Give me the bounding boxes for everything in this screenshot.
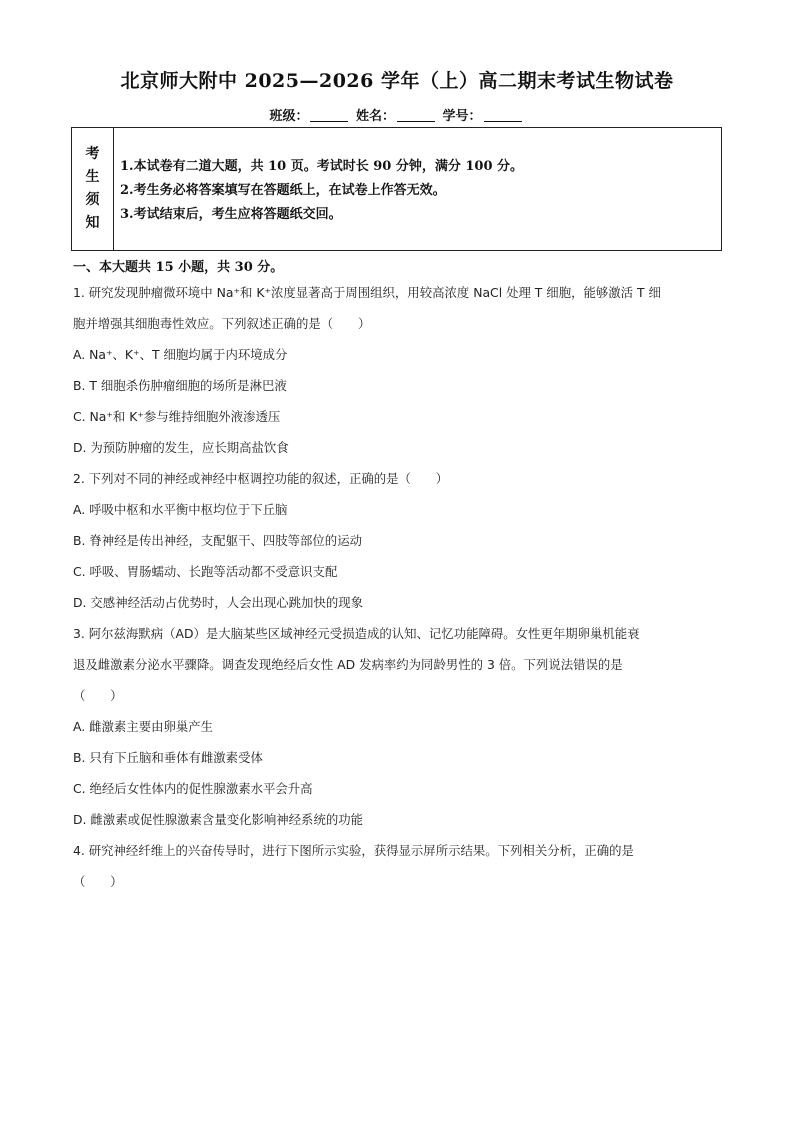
class-label: 班级：: [269, 109, 309, 124]
exam-notice-box: [71, 127, 722, 251]
question-3-option-b: B. 只有下丘脑和垂体有雌激素受体: [73, 750, 263, 765]
id-label: 学号：: [442, 109, 482, 124]
notice-body: [114, 128, 721, 250]
notice-label-char: 须: [85, 192, 100, 208]
question-2-option-b: B. 脊神经是传出神经，支配躯干、四肢等部位的运动: [73, 533, 362, 548]
notice-label: [72, 128, 114, 250]
question-1-option-a: A. Na⁺、K⁺、T 细胞均属于内环境成分: [73, 347, 288, 362]
id-blank[interactable]: [484, 109, 522, 122]
notice-label-char: 考: [85, 146, 100, 162]
question-1-stem: 胞并增强其细胞毒性效应。下列叙述正确的是（ ）: [73, 316, 371, 331]
questions: [73, 280, 723, 900]
question-1-option-d: D. 为预防肿瘤的发生，应长期高盐饮食: [73, 440, 289, 455]
question-3-option-c: C. 绝经后女性体内的促性腺激素水平会升高: [73, 781, 313, 796]
question-3-stem: 退及雌激素分泌水平骤降。调查发现绝经后女性 AD 发病率约为同龄男性的 3 倍。下列说法错误的是: [73, 657, 623, 672]
exam-title: 北京师大附中 2025—2026 学年（上）高二期末考试生物试卷: [120, 70, 674, 92]
question-1-stem: 1. 研究发现肿瘤微环境中 Na⁺和 K⁺浓度显著高于周围组织，用较高浓度 NaCl 处理 T 细胞，能够激活 T 细: [73, 285, 661, 300]
question-1-option-b: B. T 细胞杀伤肿瘤细胞的场所是淋巴液: [73, 378, 287, 393]
question-2-option-c: C. 呼吸、胃肠蠕动、长跑等活动都不受意识支配: [73, 564, 338, 579]
question-2-option-a: A. 呼吸中枢和水平衡中枢均位于下丘脑: [73, 502, 288, 517]
question-4-stem: （ ）: [73, 874, 123, 889]
question-3-option-a: A. 雌激素主要由卵巢产生: [73, 719, 214, 734]
notice-item: 1.本试卷有二道大题，共 10 页。考试时长 90 分钟，满分 100 分。: [120, 159, 524, 174]
student-info-line: [0, 105, 794, 124]
name-blank[interactable]: [397, 109, 435, 122]
question-4-stem: 4. 研究神经纤维上的兴奋传导时，进行下图所示实验，获得显示屏所示结果。下列相关分析，正确的是: [73, 843, 634, 858]
question-2-option-d: D. 交感神经活动占优势时，人会出现心跳加快的现象: [73, 595, 364, 610]
question-2-stem: 2. 下列对不同的神经或神经中枢调控功能的叙述，正确的是（ ）: [73, 471, 449, 486]
question-1-option-c: C. Na⁺和 K⁺参与维持细胞外液渗透压: [73, 409, 281, 424]
name-label: 姓名：: [355, 109, 395, 124]
question-3-stem: 3. 阿尔兹海默病（AD）是大脑某些区域神经元受损造成的认知、记忆功能障碍。女性更年期卵巢机能衰: [73, 626, 640, 641]
class-blank[interactable]: [310, 109, 348, 122]
notice-label-char: 知: [85, 215, 100, 231]
notice-item: 2.考生务必将答案填写在答题纸上，在试卷上作答无效。: [120, 183, 446, 198]
notice-item: 3.考试结束后，考生应将答题纸交回。: [120, 207, 342, 222]
question-3-stem: （ ）: [73, 688, 123, 703]
notice-label-char: 生: [85, 169, 100, 185]
question-3-option-d: D. 雌激素或促性腺激素含量变化影响神经系统的功能: [73, 812, 364, 827]
section-title: 一、本大题共 15 小题，共 30 分。: [73, 260, 284, 275]
